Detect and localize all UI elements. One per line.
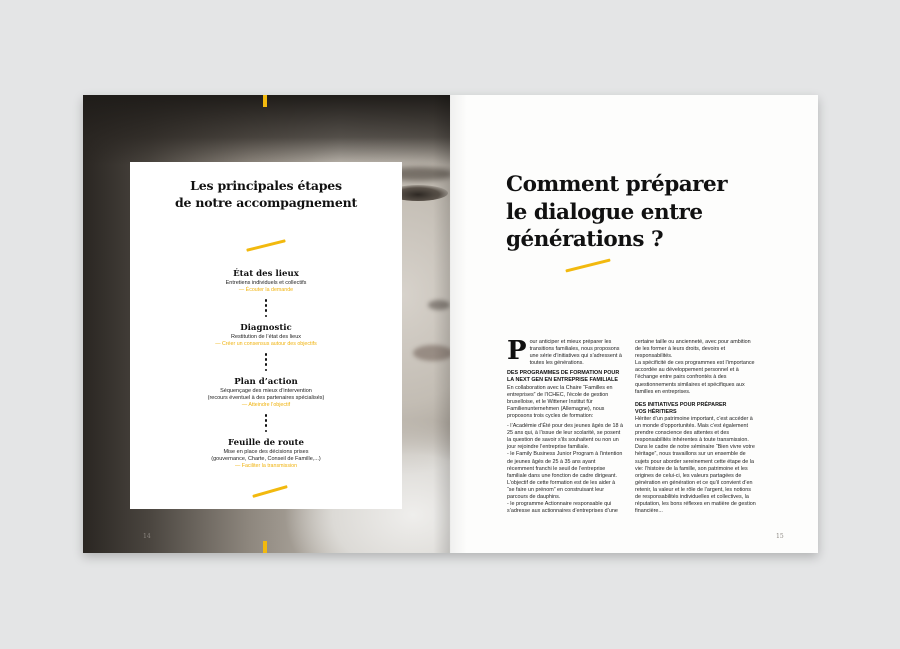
step-connector bbox=[264, 299, 268, 320]
step-connector bbox=[264, 353, 268, 374]
magazine-spread bbox=[83, 95, 818, 553]
step-feuille-de-route: Feuille de route Mise en place des décisions prises (gouvernance, Charte, Conseil de Famille,...) — Faciliter la transmission bbox=[211, 438, 321, 469]
step-plan-d-action: Plan d’action Séquençage des mieux d’intervention (recours éventuel à des partenaires spécialisés) — Atteindre l’objectif bbox=[207, 377, 325, 408]
accent-dash bbox=[565, 258, 610, 272]
photo-nose bbox=[428, 300, 450, 310]
accent-tab-top bbox=[263, 95, 267, 107]
paragraph: La spécificité de ces programmes est l’importance accordée au développement personnel et à l’échange entre pairs confrontés à des questionnements similaires et spécifiques aux familles en entreprises. bbox=[635, 360, 755, 395]
paragraph: Hériter d’un patrimoine important, c’est accéder à un monde d’opportunités. Mais c’est également prendre conscience des attentes et des responsabilités inhérentes à toute transmission. bbox=[635, 415, 753, 444]
text-column-1 bbox=[507, 336, 623, 515]
paragraph: certaine taille ou ancienneté, avec pour ambition de les former à leurs droits, devoirs et responsabilités. bbox=[635, 339, 751, 360]
photo-lips bbox=[413, 345, 450, 361]
left-page-photo bbox=[83, 95, 450, 553]
step-connector bbox=[264, 414, 268, 435]
page-number-right: 15 bbox=[776, 533, 784, 540]
paragraph: En collaboration avec la Chaire “Familles en entreprises” de l’ICHEC, l’école de gestion bruxelloise, et le Wittener Institut für Familienunternehmen (Allemagne), nous proposons trois cycles de formation: bbox=[507, 384, 613, 419]
steps-card bbox=[130, 162, 402, 509]
list-item: - le Family Business Junior Program à l’intention de jeunes âgés de 25 à 35 ans ayant récemment franchi le seuil de l’entreprise familiale dans une fonction de cadre dirigeant. L’objectif de cette formation est de les aider à “se faire un prénom” en construisant leur parcours de dauphins. bbox=[507, 451, 623, 500]
section-heading: DES PROGRAMMES DE FORMATION POUR LA NEXT GEN EN ENTREPRISE FAMILIALE bbox=[507, 370, 620, 384]
accent-dash bbox=[252, 485, 287, 498]
page-number-left: 14 bbox=[143, 533, 151, 540]
text-column-2 bbox=[635, 339, 757, 515]
drop-cap: P bbox=[507, 336, 527, 366]
step-diagnostic: Diagnostic Restitution de l’état des lieux — Créer un consensus autour des objectifs bbox=[215, 323, 317, 347]
right-page bbox=[450, 95, 818, 553]
accent-tab-bottom bbox=[263, 541, 267, 553]
intro-paragraph: Pour anticiper et mieux préparer les transitions familiales, nous proposons une série d’initiatives qui s’adressent à toutes les générations. bbox=[507, 336, 622, 367]
list-item: - le programme Actionnaire responsable qui s’adresse aux actionnaires d’entreprises d’une bbox=[507, 501, 618, 515]
list-item: - l’Académie d’Été pour des jeunes âgés de 18 à 25 ans qui, à l’issue de leur scolarité, se posent la question de savoir s’ils souhaitent ou non un jour rejoindre l’entreprise familiale. bbox=[507, 423, 623, 451]
paragraph: Dans le cadre de notre séminaire “Bien vivre votre héritage”, nous travaillons sur un ensemble de sujets pour aborder sereinement cette étape de la vie: l’histoire de la famille, son patrimoine et les origines de celui-ci, les valeurs partagées de génération en génération et ce qu’il convient d’en retenir, la valeur et le rôle de l’argent, les notions de responsabilités individuelles et collectives, la réputation, les bons réflexes en matière de gestion financière... bbox=[635, 444, 756, 515]
section-heading: DES INITIATIVES POUR PRÉPARER VOS HÉRITIERS bbox=[635, 401, 727, 415]
accent-dash bbox=[246, 239, 286, 252]
step-etat-des-lieux: État des lieux Entretiens individuels et collectifs — Écouter la demande bbox=[225, 269, 307, 293]
card-title: Les principales étapes de notre accompagnement bbox=[174, 178, 358, 210]
page-title: Comment préparer le dialogue entre générations ? bbox=[506, 172, 728, 252]
